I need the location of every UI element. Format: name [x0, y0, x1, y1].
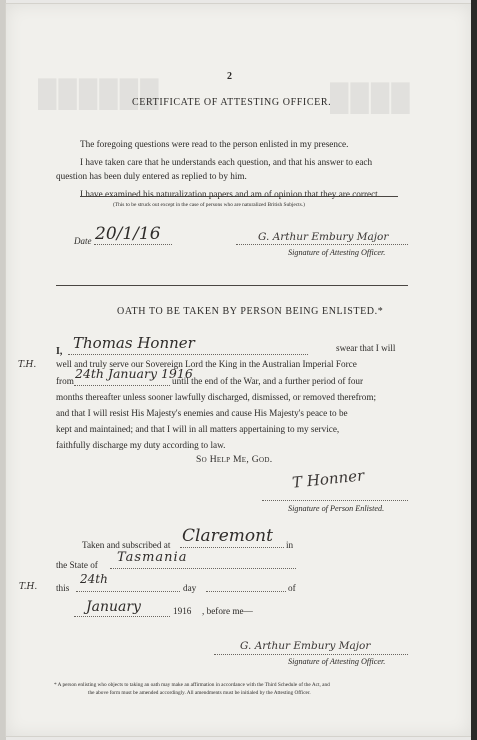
bleed-through-mark: ██████: [38, 78, 161, 108]
before-me-label: , before me—: [202, 606, 253, 616]
officer-signature-line-1: [236, 244, 408, 245]
oath-i-label: I,: [56, 346, 63, 357]
enlistee-name-handwritten: Thomas Honner: [73, 334, 195, 352]
oath-closing: So Help Me, God.: [196, 454, 273, 465]
enlistee-signature-line: [262, 500, 408, 501]
date-label: Date: [74, 236, 92, 246]
year-label: 1916: [173, 606, 192, 616]
state-label: the State of: [56, 560, 98, 570]
oath-line-7: faithfully discharge my duty according to law.: [56, 440, 226, 450]
date-line: [94, 244, 172, 245]
officer-signature-line-2: [214, 654, 408, 655]
officer-signature-2: G. Arthur Embury Major: [240, 640, 371, 652]
certificate-para-1: The foregoing questions were read to the person enlisted in my presence.: [80, 139, 349, 149]
day-handwritten: 24th: [80, 572, 108, 586]
oath-line-5: and that I will resist His Majesty's enemies and cause His Majesty's peace to be: [56, 408, 348, 418]
enlistee-signature-caption: Signature of Person Enlisted.: [288, 504, 385, 513]
of-line: [206, 591, 286, 592]
day-line: [76, 591, 180, 592]
bleed-through-mark: ████: [330, 82, 412, 112]
certificate-title: CERTIFICATE OF ATTESTING OFFICER.: [132, 97, 332, 108]
place-handwritten: Claremont: [182, 526, 273, 546]
certificate-para-3-note: (This to be struck out except in the case of persons who are naturalized British Subjects.): [113, 202, 305, 208]
oath-line-6: kept and maintained; and that I will in all matters appertaining to my service,: [56, 424, 340, 434]
place-line: [180, 547, 284, 548]
oath-line-4: months thereafter unless sooner lawfully discharged, dismissed, or removed therefrom;: [56, 392, 377, 402]
of-label: of: [288, 583, 296, 593]
month-handwritten: January: [86, 599, 141, 615]
officer-signature-caption-1: Signature of Attesting Officer.: [288, 248, 386, 257]
oath-title: OATH TO BE TAKEN BY PERSON BEING ENLISTED.*: [117, 306, 384, 317]
officer-signature-1: G. Arthur Embury Major: [258, 231, 389, 243]
footnote-line-1: * A person enlisting who objects to taking an oath may make an affirmation in accordance with the Third Schedule of the Act, and: [54, 682, 330, 688]
oath-start-date-handwritten: 24th January 1916: [75, 366, 193, 381]
month-line: [74, 616, 170, 617]
oath-line-2: well and truly serve our Sovereign Lord the King in the Australian Imperial Force: [56, 359, 357, 369]
in-label: in: [286, 540, 294, 550]
name-line: [68, 354, 308, 355]
scan-edge-right: [471, 0, 477, 740]
margin-initials-1: T.H.: [18, 360, 37, 370]
state-handwritten: Tasmania: [117, 550, 188, 565]
certificate-para-3: I have examined his naturalization papers and am of opinion that they are correct.: [80, 189, 381, 199]
oath-line-1-tail: swear that I will: [336, 343, 396, 353]
oath-line-3-from: from: [56, 376, 74, 386]
start-date-line: [74, 385, 170, 386]
certificate-para-2-line-2: question has been duly entered as replied to by him.: [56, 171, 247, 181]
section-divider: [56, 285, 408, 286]
taken-subscribed-label: Taken and subscribed at: [82, 540, 171, 550]
state-line: [110, 568, 296, 569]
margin-initials-2: T.H.: [19, 582, 38, 592]
oath-line-3-tail: until the end of the War, and a further period of four: [172, 376, 364, 386]
day-label: day: [183, 583, 197, 593]
enlistee-signature: T Honner: [291, 466, 366, 492]
page-number: 2: [227, 71, 232, 82]
this-label: this: [56, 583, 70, 593]
date-value-handwritten: 20/1/16: [95, 224, 161, 244]
officer-signature-caption-2: Signature of Attesting Officer.: [288, 657, 386, 666]
strike-through-line: [80, 196, 398, 197]
footnote-line-2: the above form must be amended accordingly. All amendments must be initialed by the Attesting Officer.: [88, 690, 311, 696]
certificate-para-2-line-1: I have taken care that he understands each question, and that his answer to each: [80, 157, 373, 167]
